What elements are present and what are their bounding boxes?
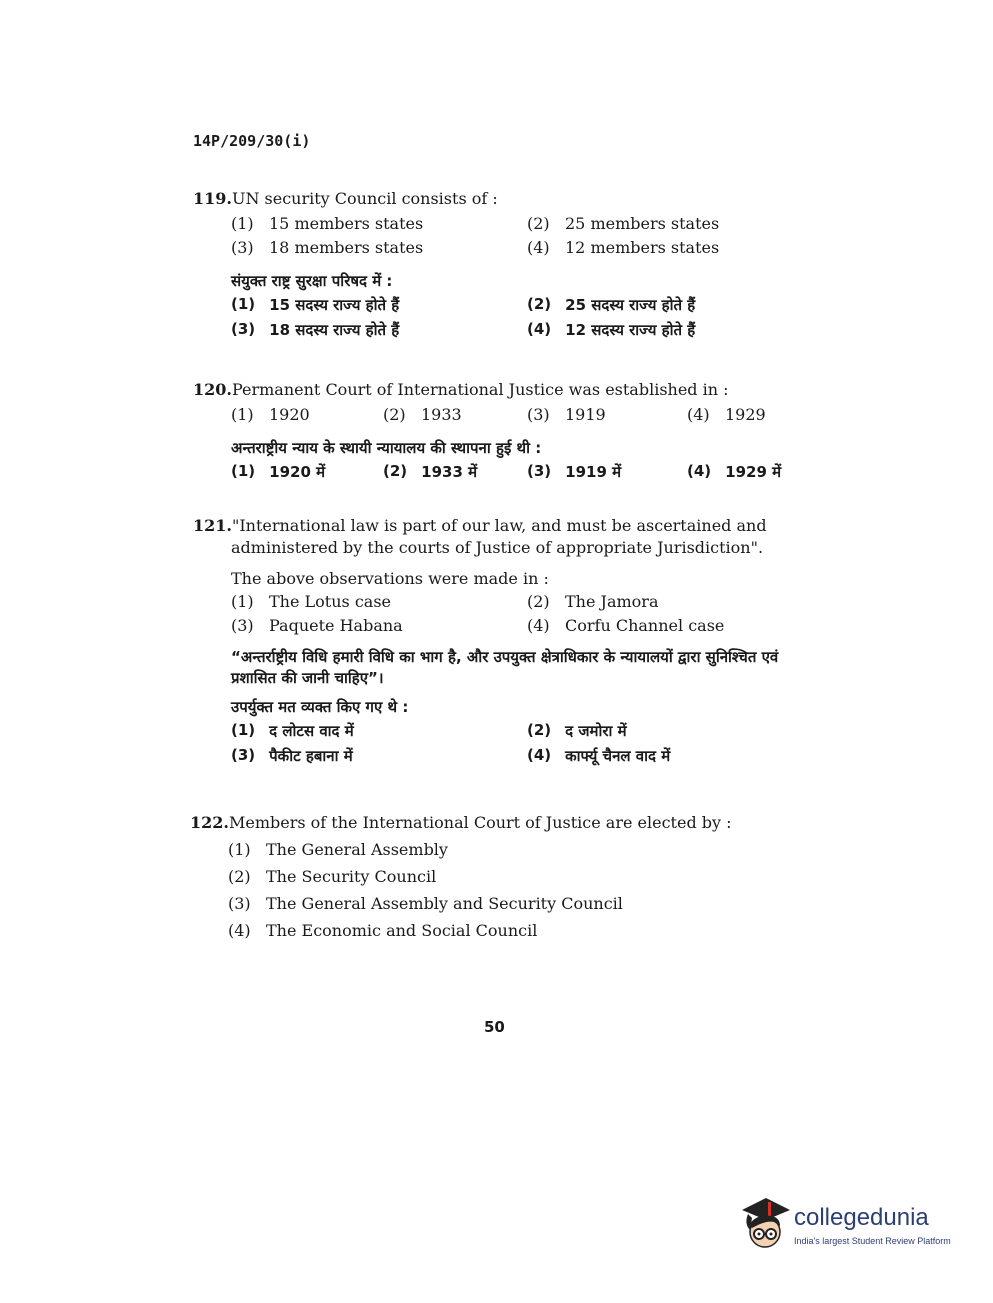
option: (2) The Security Council — [228, 867, 437, 886]
paper-code: 14P/209/30(i) — [193, 132, 311, 150]
question-text-hindi: संयुक्त राष्ट्र सुरक्षा परिषद में : — [231, 272, 393, 290]
options-hi — [231, 721, 817, 766]
page-number: 50 — [484, 1018, 505, 1036]
option: (3) 18 सदस्य राज्य होते हैं — [231, 320, 400, 339]
option: (1) 1920 में — [231, 462, 326, 481]
question-119 — [193, 188, 833, 340]
question-stem — [193, 515, 817, 559]
option: (2) द जमोरा में — [527, 721, 627, 740]
option: (4) Corfu Channel case — [527, 616, 725, 635]
option: (1) 1920 — [231, 405, 310, 424]
question-subtext: The above observations were made in : — [231, 569, 549, 588]
option: (4) 12 members states — [527, 238, 720, 257]
option: (4) 1929 में — [687, 462, 782, 481]
option: (3) 18 members states — [231, 238, 424, 257]
option: (1) 15 सदस्य राज्य होते हैं — [231, 295, 400, 314]
question-subtext-hindi: उपर्युक्त मत व्यक्त किए गए थे : — [231, 698, 409, 716]
option: (2) The Jamora — [527, 592, 659, 611]
question-120 — [193, 379, 833, 482]
question-text-hindi: अन्तराष्ट्रीय न्याय के स्थायी न्यायालय की स्थापना हुई थी : — [231, 439, 542, 457]
collegedunia-watermark — [738, 1196, 968, 1256]
options-en — [231, 214, 833, 257]
option: (2) 25 सदस्य राज्य होते हैं — [527, 295, 696, 314]
option: (3) 1919 में — [527, 462, 622, 481]
brand-tagline: India's largest Student Review Platform — [794, 1236, 951, 1246]
option: (2) 1933 में — [383, 462, 478, 481]
question-text: Permanent Court of International Justice was established in : — [231, 380, 729, 399]
question-122 — [190, 812, 830, 940]
question-number: 120. — [193, 380, 232, 399]
question-text: UN security Council consists of : — [231, 189, 498, 208]
option: (2) 1933 — [383, 405, 462, 424]
question-stem — [193, 379, 833, 401]
question-number: 122. — [190, 813, 229, 832]
option: (3) 1919 — [527, 405, 606, 424]
options-en — [231, 592, 817, 635]
option: (3) पैकीट हबाना में — [231, 746, 353, 765]
options-en — [228, 840, 830, 940]
option: (4) The Economic and Social Council — [228, 921, 538, 940]
option: (4) 12 सदस्य राज्य होते हैं — [527, 320, 696, 339]
question-number: 119. — [193, 189, 232, 208]
question-text: "International law is part of our law, and must be ascertained and administered by the courts of Justice of appropriate Jurisdiction". — [231, 516, 767, 557]
option: (3) The General Assembly and Security Council — [228, 894, 623, 913]
option: (1) The Lotus case — [231, 592, 391, 611]
options-hi — [231, 462, 833, 482]
option: (1) द लोटस वाद में — [231, 721, 354, 740]
option: (4) कार्फ्यू चैनल वाद में — [527, 746, 671, 765]
question-number: 121. — [193, 516, 232, 535]
mascot-icon — [738, 1196, 792, 1252]
option: (2) 25 members states — [527, 214, 720, 233]
option: (1) 15 members states — [231, 214, 424, 233]
brand-name: collegedunia — [794, 1204, 929, 1231]
question-stem — [193, 188, 833, 210]
options-hi — [231, 295, 833, 340]
question-text: Members of the International Court of Justice are elected by : — [228, 813, 732, 832]
question-stem — [190, 812, 830, 834]
option: (3) Paquete Habana — [231, 616, 403, 635]
option: (1) The General Assembly — [228, 840, 448, 859]
option: (4) 1929 — [687, 405, 766, 424]
question-121 — [193, 515, 817, 766]
options-en — [231, 405, 833, 424]
question-text-hindi: “अन्तर्राष्ट्रीय विधि हमारी विधि का भाग है, और उपयुक्त क्षेत्राधिकार के न्यायालयों द्वारा सुनिश्चित एवं प्रशासित की जानी चाहिए”। — [231, 648, 779, 687]
